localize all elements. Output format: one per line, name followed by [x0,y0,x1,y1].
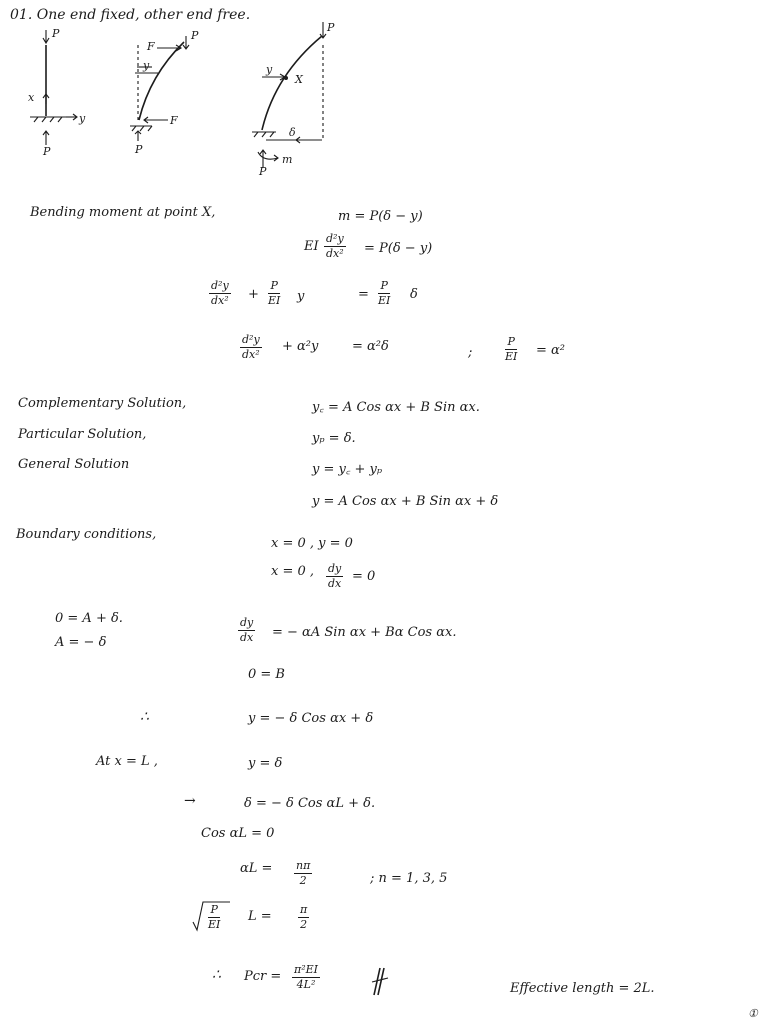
alpha-l-lhs: αL = [240,861,273,876]
pcr-num: π²EI [294,963,319,976]
eq3-delta: δ [410,287,418,302]
sqrt-rhs-frac [298,904,309,930]
fig1-top-load-label: P [52,27,60,40]
alpha-l-num: nπ [296,859,311,872]
bc2-num: dy [328,562,342,575]
pcr-therefore: ∴ [212,967,221,983]
bc2-den: dx [328,576,342,590]
derivative-dy-dx [238,617,255,643]
sqrt-p-over-ei [206,904,222,930]
eq3-plus: + [248,287,259,302]
sqrt-rhs-num: π [300,903,308,916]
page-mark: ① [748,1007,758,1020]
derivative-rhs: = − αA Sin αx + Bα Cos αx. [272,625,457,640]
eq3-coef-num: P [270,279,278,292]
dy-den: dx [240,630,254,644]
alpha-l-frac [294,860,312,886]
complementary-label: Complementary Solution, [18,396,187,411]
column-figures [0,0,768,200]
general-label: General Solution [18,457,130,472]
therefore-symbol: ∴ [140,709,149,725]
eq4-p-den: EI [505,349,518,363]
fig2-top-force-label: F [147,40,155,53]
fig1-axis-x-label: x [28,91,35,104]
eq3-rhs-frac [376,280,392,306]
general-eq2: y = A Cos αx + B Sin αx + δ [312,494,499,509]
pcr-frac [292,964,320,990]
alpha-l-n-values: ; n = 1, 3, 5 [370,871,448,886]
alpha-l-den: 2 [299,873,307,887]
figure-straight-column [30,27,77,145]
fig3-delta-label: δ [289,126,296,139]
fig3-top-load-label: P [327,21,335,34]
eq4-den: dx² [242,347,260,361]
fig3-moment-label: m [282,153,293,166]
eq4-num: d²y [242,333,260,346]
figure-deflected-column [130,36,189,141]
boundary-condition-1: x = 0 , y = 0 [271,536,353,551]
at-x-equals-l-label: At x = L , [96,754,158,769]
fig1-bottom-reaction-label: P [43,145,51,158]
complementary-eq: y꜀ = A Cos αx + B Sin αx. [312,400,480,415]
fig3-point-label: X [295,73,303,86]
fig3-deflection-label: y [266,63,273,76]
bending-moment-eq: m = P(δ − y) [338,209,423,224]
eq3-coef [266,280,282,306]
particular-label: Particular Solution, [18,427,147,442]
boundary-label: Boundary conditions, [16,527,157,542]
boundary-condition-2-rhs: = 0 [352,569,376,584]
pcr-den: 4L² [296,977,316,991]
fig2-bottom-force-label: F [170,114,178,127]
eq2-rhs: = P(δ − y) [364,241,433,256]
cos-equation: Cos αL = 0 [201,826,275,841]
derivation-a2: A = − δ [55,635,107,650]
sqrt-num: P [210,903,218,916]
eq3-equals: = [358,287,369,302]
eq3-rhs-den: EI [378,293,391,307]
fig1-axis-y-label: y [79,112,86,125]
eq4-p-over-ei [503,336,519,362]
eq3-derivative [209,280,231,306]
eq3-y: y [297,289,305,304]
eq3-rhs-num: P [380,279,388,292]
general-eq1: y = y꜀ + yₚ [312,462,383,477]
derivation-y-solution: y = − δ Cos αx + δ [248,711,374,726]
page-heading: 01. One end fixed, other end free. [10,7,251,23]
fig2-top-load-label: P [191,29,199,42]
effective-length: Effective length = 2L. [510,981,655,996]
eq4-p-num: P [507,335,515,348]
bending-moment-label: Bending moment at point X, [30,205,216,220]
eq2-den: dx² [326,246,344,260]
sqrt-den: EI [208,917,221,931]
eq2-ei: EI [304,239,319,254]
fig2-bottom-reaction-label: P [135,143,143,156]
implies-arrow: → [184,793,196,809]
boundary-condition-2-lhs: x = 0 , [271,564,315,579]
dy-num: dy [240,616,254,629]
particular-eq: yₚ = δ. [312,431,356,446]
eq3-coef-den: EI [268,293,281,307]
derivation-a1: 0 = A + δ. [55,611,123,626]
eq4-alpha: = α² [536,343,566,358]
sqrt-mid: L = [248,909,272,924]
eq4-mid: + α²y [282,339,319,354]
fig3-bottom-reaction-label: P [259,165,267,178]
derivation-b-zero: 0 = B [248,667,285,682]
pcr-lhs: Pcr = [244,969,282,984]
implies-eq: δ = − δ Cos αL + δ. [244,796,376,811]
eq2-num: d²y [326,232,344,245]
eq2-derivative [324,233,346,259]
eq4-semicolon: ; [468,345,473,360]
eq4-rhs: = α²δ [352,339,389,354]
eq3-num: d²y [211,279,229,292]
boundary-condition-2-frac [326,563,343,589]
at-y-equals-delta: y = δ [248,756,283,771]
figure-fixed-free-column [252,22,326,168]
fig2-deflection-label: y [143,59,150,72]
eq4-derivative [240,334,262,360]
sqrt-rhs-den: 2 [300,917,308,931]
eq3-den: dx² [211,293,229,307]
